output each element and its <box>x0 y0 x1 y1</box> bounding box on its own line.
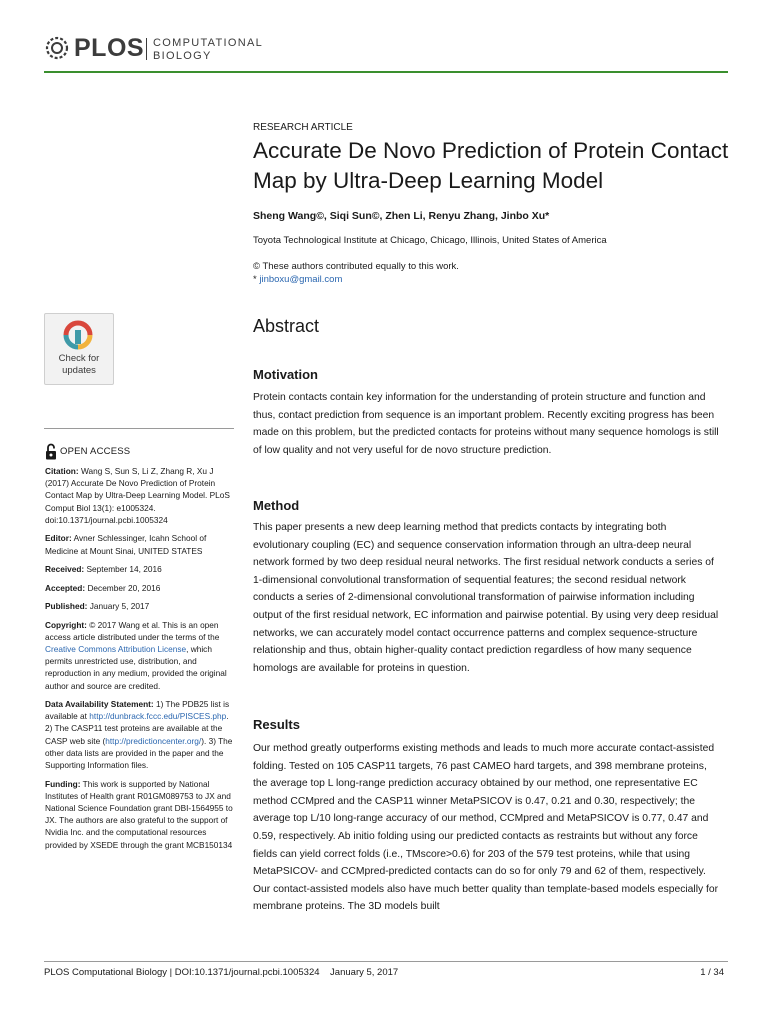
motivation-paragraph <box>253 389 723 459</box>
copyright-text-pre: © 2017 Wang et al. This is an open access article distributed under the terms of the <box>45 619 220 642</box>
header-rule <box>44 71 728 73</box>
motivation-heading: Motivation <box>253 367 318 382</box>
published-block <box>45 600 235 612</box>
logo-divider <box>146 38 147 60</box>
journal-name-line2: BIOLOGY <box>153 50 212 62</box>
license-link[interactable]: Creative Commons Attribution License <box>45 643 187 654</box>
plos-logo-icon <box>44 34 70 62</box>
corresponding-author <box>253 274 342 285</box>
accepted-block <box>45 582 235 594</box>
abstract-heading: Abstract <box>253 316 320 336</box>
check-for-updates-badge[interactable] <box>44 313 114 385</box>
badge-label-line2: updates <box>62 365 96 376</box>
editor-block <box>45 532 235 556</box>
data-availability-post: ). 3) The other data lists are provided in the paper and the Supporting Information files. <box>45 735 233 771</box>
equal-contribution-note: © These authors contributed equally to this work. <box>253 261 459 272</box>
method-paragraph <box>253 519 723 677</box>
funding-block <box>45 778 235 851</box>
copyright-text-post: , which permits unrestricted use, distribution, and reproduction in any medium, provided the original author and source are credited. <box>45 643 227 691</box>
received-date: September 14, 2016 <box>86 564 162 575</box>
footer-citation: PLOS Computational Biology | DOI:10.1371/journal.pcbi.1005324 January 5, 2017 <box>44 967 399 978</box>
data-availability-label: Data Availability Statement: <box>45 699 154 710</box>
published-label: Published: <box>45 601 88 612</box>
casp-link[interactable]: http://predictioncenter.org/ <box>105 735 202 746</box>
accepted-label: Accepted: <box>45 582 86 593</box>
funding-text: This work is supported by National Institutes of Health grant R01GM089753 to JX and National Science Foundation grant DBI-1564955 to JX. The authors are also grateful to the support of Nvidia Inc. and the computational resources provided by XSEDE through the grant MCB150134 <box>45 778 233 850</box>
publisher-logo-text: PLOS <box>74 34 145 62</box>
copyright-block <box>45 619 235 692</box>
open-access-lock-icon <box>45 443 57 460</box>
pisces-link[interactable]: http://dunbrack.fccc.edu/PISCES.php <box>89 711 227 722</box>
citation-label: Citation: <box>45 466 79 476</box>
affiliation: Toyota Technological Institute at Chicago, Chicago, Illinois, United States of America <box>253 235 607 246</box>
corresponding-mark: * <box>253 274 257 285</box>
published-date: January 5, 2017 <box>89 601 150 612</box>
footer-rule <box>44 961 728 962</box>
received-block <box>45 563 235 575</box>
editor-label: Editor: <box>45 533 72 544</box>
data-availability-pre: 1) The PDB25 list is available at <box>45 699 230 722</box>
accepted-date: December 20, 2016 <box>87 582 161 593</box>
editor-text: Avner Schlessinger, Icahn School of Medicine at Mount Sinai, UNITED STATES <box>45 533 207 556</box>
badge-label-line1: Check for <box>58 353 100 364</box>
author-list: Sheng Wang©, Siqi Sun©, Zhen Li, Renyu Zhang, Jinbo Xu* <box>253 210 550 222</box>
received-label: Received: <box>45 564 85 575</box>
copyright-label: Copyright: <box>45 619 87 630</box>
results-heading: Results <box>253 717 300 732</box>
funding-label: Funding: <box>45 778 81 789</box>
results-text: Our method greatly outperforms existing methods and leads to much more accurate contact-assisted folding. Tested on 105 CASP11 targets, 76 past CAMEO hard targets, and 398 membrane proteins, the average top L long-range prediction accuracy obtained by our method, one representative EC method CCMpred and the CASP11 winner MetaPSICOV is 0.47, 0.21 and 0.30, respectively; the average top L/10 long-range accuracy of our method, CCMpred and MetaPSICOV is 0.77, 0.47 and 0.59, respectively. Ab initio folding using our predicted contacts as restraints but without any force fields can yield correct folds (i.e., TMscore>0.6) for 203 of the 579 test proteins, while that using MetaPSICOV- and CCMpred-predicted contacts can do so for only 79 and 62 of them, respectively. Our contact-assisted models also have much better quality than template-based models especially for membrane proteins. The 3D models built <box>253 743 719 913</box>
journal-name-line1: COMPUTATIONAL <box>153 37 263 49</box>
article-metadata-sidebar <box>45 465 235 857</box>
page-number: 1 / 34 <box>700 967 724 978</box>
method-text: This paper presents a new deep learning method that predicts contacts by integrating both evolutionary coupling (EC) and sequence conservation information through an ultra-deep neural network formed by two deep residual neural networks. The first residual network conducts a series of 1-dimensional convolutional transformation of sequential features; the second residual network conducts a series of 2-dimensional convolutional transformation of pairwise information including output of the first residual network, EC information and pairwise potential. By using very deep residual networks, we can accurately model contact occurrence patterns and complex sequence-structure relationship and thus, obtain higher-quality contact prediction regardless of how many sequence homologs are available for proteins in question. <box>253 522 719 674</box>
data-availability-block <box>45 698 235 771</box>
sidebar-divider <box>44 428 234 429</box>
article-type: RESEARCH ARTICLE <box>253 122 353 133</box>
crossmark-icon <box>63 320 93 350</box>
article-title: Accurate De Novo Prediction of Protein Contact Map by Ultra-Deep Learning Model <box>253 138 729 193</box>
method-heading: Method <box>253 498 300 513</box>
corresponding-email-link[interactable]: jinboxu@gmail.com <box>259 274 343 285</box>
open-access-label: OPEN ACCESS <box>60 446 131 457</box>
citation-block <box>45 465 235 526</box>
data-availability-mid: . 2) The CASP11 test proteins are available at the CASP web site ( <box>45 711 229 746</box>
results-paragraph <box>253 740 723 916</box>
motivation-text: Protein contacts contain key information for the understanding of protein structure and function and thus, contact prediction from sequence is an important problem. Recently exciting progress has been made on this problem, but the predicted contacts for proteins without many sequence homologs is still of low quality and not very useful for de novo structure prediction. <box>253 392 719 456</box>
citation-text: Wang S, Sun S, Li Z, Zhang R, Xu J (2017) Accurate De Novo Prediction of Protein Contact Map by Ultra-Deep Learning Model. PLoS Comput Biol 13(1): e1005324. doi:10.1371/journal.pcbi.1005324 <box>45 466 230 525</box>
